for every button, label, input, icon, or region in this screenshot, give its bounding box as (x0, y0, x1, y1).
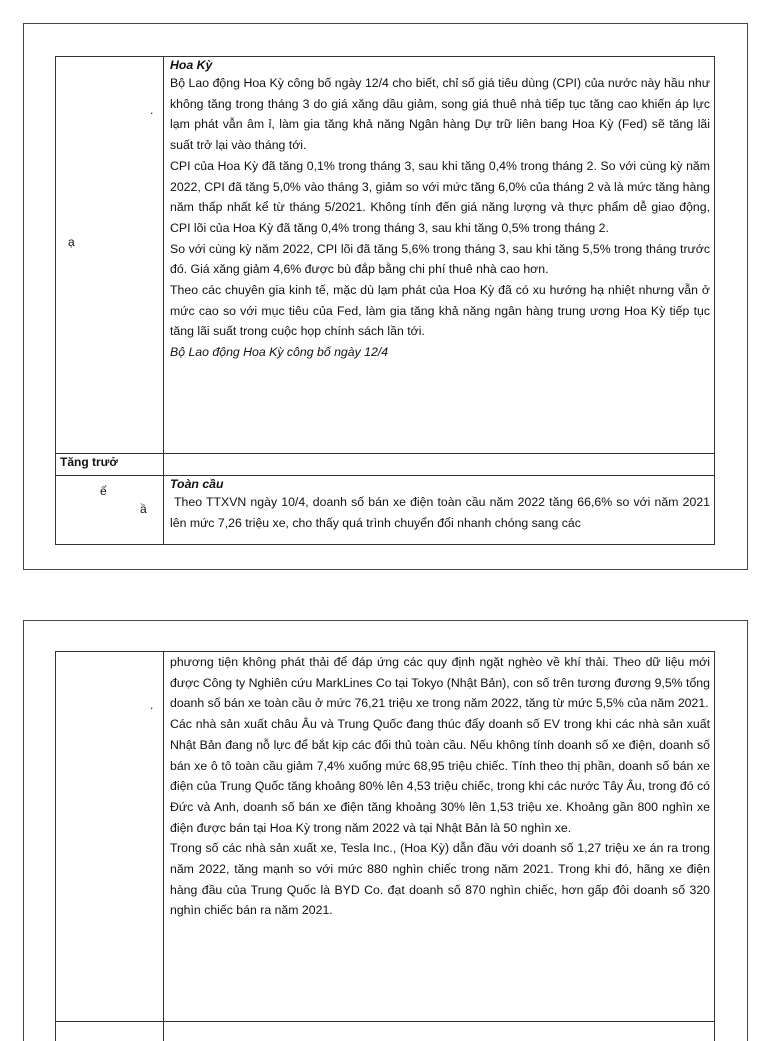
source-note: Bộ Lao động Hoa Kỳ công bố ngày 12/4 (170, 345, 389, 360)
row-label-cell (56, 454, 164, 475)
left-mark-dot: . (150, 103, 154, 117)
row-label-growth: Tăng trưở (60, 455, 118, 469)
row-label-cell (56, 476, 164, 544)
paragraph: So với cùng kỳ năm 2022, CPI lõi đã tăng 5,6% trong tháng 3, sau khi tăng 5,5% trong tháng trước đó. Giá xăng giảm 4,6% được bù đắp bằng chi phí thuê nhà cao hơn. (170, 241, 710, 277)
paragraph: Trong số các nhà sản xuất xe, Tesla Inc., (Hoa Kỳ) dẫn đầu với doanh số 1,27 triệu xe án ra trong năm 2022, tăng mạnh so với mức 880 nghìn chiếc trong năm 2021. Trong khi đó, hãng xe điện hàng đầu của Trung Quốc là BYD Co. đạt doanh số 870 nghìn chiếc, hơn gấp đôi doanh số 320 nghìn chiếc bán ra năm 2021. (170, 841, 710, 918)
row-label-cell (56, 1021, 164, 1041)
document-page-2 (23, 620, 748, 1041)
row-content-cell (164, 652, 714, 921)
section-heading-us: Hoa Kỳ (170, 58, 213, 72)
table-row-continued (55, 651, 715, 1021)
row-label-cell (56, 57, 164, 453)
table-row-next (55, 1021, 715, 1041)
row-content-cell (164, 476, 714, 533)
left-mark-dot: . (150, 698, 154, 712)
row-label-cell (56, 652, 164, 1021)
content-table (55, 56, 715, 544)
paragraph: Theo TTXVN ngày 10/4, doanh số bán xe điện toàn cầu năm 2022 tăng 66,6% so với năm 2021 lên mức 7,26 triệu xe, cho thấy quá trình chuyển đổi nhanh chóng sang các (170, 495, 710, 530)
document-page-1 (23, 23, 748, 570)
content-table (55, 651, 715, 1041)
paragraph: Bộ Lao động Hoa Kỳ công bố ngày 12/4 cho biết, chỉ số giá tiêu dùng (CPI) của nước này hầu như không tăng trong tháng 3 do giá xăng dầu giảm, song giá thuê nhà tiếp tục tăng cao khiến áp lực lạm phát vẫn âm ỉ, làm gia tăng khả năng Ngân hàng Dự trữ liên bang Hoa Kỳ (Fed) sẽ tăng lãi suất trở lại vào tháng tới. (170, 76, 710, 153)
section-heading-global: Toàn cầu (170, 477, 224, 491)
left-mark-2: ầ (140, 502, 147, 516)
left-mark-1: ế (100, 484, 107, 498)
left-mark-glyph: ạ (68, 235, 75, 249)
paragraph: Các nhà sản xuất châu Âu và Trung Quốc đang thúc đẩy doanh số EV trong khi các nhà sản xuất Nhật Bản đang nỗ lực để bắt kịp các đối thủ toàn cầu. Nếu không tính doanh số xe điện, doanh số bán xe ô tô toàn cầu giảm 7,4% xuống mức 68,95 triệu chiếc. Tính theo thị phần, doanh số bán xe điện của Trung Quốc tăng khoảng 80% lên 4,53 triệu chiếc, trong khi các nước Tây Âu, trong đó có Đức và Anh, doanh số bán xe điện tăng khoảng 30% lên 1,53 triệu xe. Khoảng gần 800 nghìn xe điện được bán tại Hoa Kỳ trong năm 2022 và tại Nhật Bản là 50 nghìn xe. (170, 717, 710, 835)
paragraph: phương tiện không phát thải để đáp ứng các quy định ngặt nghèo về khí thải. Theo dữ liệu mới được Công ty Nghiên cứu MarkLines Co tại Tokyo (Nhật Bản), con số trên tương đương 9,5% tổng doanh số bán xe toàn cầu ở mức 76,21 triệu xe trong năm 2022, tăng từ mức 5,5% của năm 2021. (170, 655, 710, 711)
table-row-growth (55, 453, 715, 475)
paragraph: CPI của Hoa Kỳ đã tăng 0,1% trong tháng 3, sau khi tăng 0,4% trong tháng 2. So với cùng kỳ năm 2022, CPI đã tăng 5,0% vào tháng 3, giảm so với mức tăng 6,0% của tháng 2 và là mức tăng hàng năm thấp nhất kể từ tháng 5/2021. Không tính đến giá năng lượng và thực phẩm dễ giao động, CPI lõi của Hoa Kỳ đã tăng 0,4% trong tháng 3, sau khi tăng 0,5% trong tháng 2. (170, 158, 710, 235)
paragraph: Theo các chuyên gia kinh tế, mặc dù lạm phát của Hoa Kỳ đã có xu hướng hạ nhiệt nhưng vẫn ở mức cao so với mục tiêu của Fed, làm gia tăng khả năng ngân hàng trung ương Hoa Kỳ tiếp tục tăng lãi suất trong cuộc họp chính sách lần tới. (170, 283, 710, 339)
row-content-cell (164, 57, 714, 363)
table-row-global (55, 475, 715, 545)
table-row-us (55, 56, 715, 453)
